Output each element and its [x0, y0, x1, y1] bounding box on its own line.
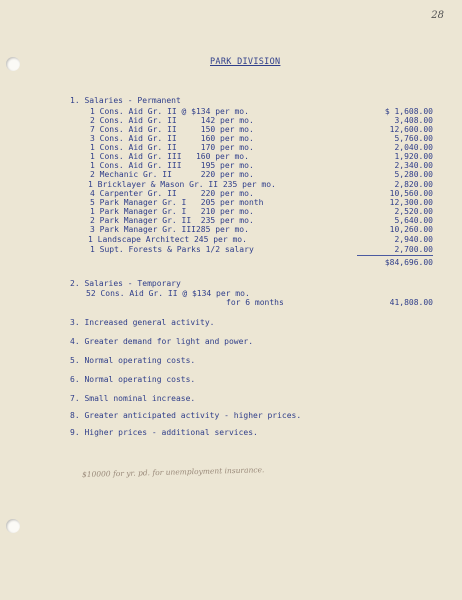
list-item: 7. Small nominal increase. [70, 394, 196, 403]
salary-row-text: 2 Park Manager Gr. II 235 per mo. [90, 216, 254, 225]
salary-row-amount: 3,408.00 [394, 116, 433, 125]
salary-row-amount: $ 1,608.00 [384, 107, 433, 116]
salary-row-text: 2 Mechanic Gr. II 220 per mo. [90, 170, 254, 179]
salary-row-amount: 2,940.00 [394, 235, 433, 244]
salary-row-text: 7 Cons. Aid Gr. II 150 per mo. [90, 125, 254, 134]
salary-row-text: 1 Park Manager Gr. I 210 per mo. [90, 207, 254, 216]
salary-row-text: 1 Cons. Aid Gr. III 195 per mo. [90, 161, 254, 170]
salary-row-amount: 2,820.00 [394, 180, 433, 189]
salary-row-amount: 2,340.00 [394, 161, 433, 170]
page-number: 28 [431, 10, 444, 21]
total-rule [357, 255, 433, 256]
binder-hole-top [6, 57, 20, 71]
salary-row-amount: 2,700.00 [394, 245, 433, 254]
salary-row-text: 5 Park Manager Gr. I 205 per month [90, 198, 264, 207]
salary-row-amount: 12,300.00 [389, 198, 433, 207]
salary-row-amount: 12,600.00 [389, 125, 433, 134]
salary-row-text: 1 Cons. Aid Gr. II @ $134 per mo. [90, 107, 249, 116]
salary-row-text: 4 Carpenter Gr. II 220 per mo. [90, 189, 254, 198]
salary-row-amount: 5,280.00 [394, 170, 433, 179]
salary-row-amount: 5,760.00 [394, 134, 433, 143]
salary-row-text: 3 Park Manager Gr. III285 per mo. [90, 225, 249, 234]
list-item: 4. Greater demand for light and power. [70, 337, 254, 346]
list-item: 6. Normal operating costs. [70, 375, 196, 384]
salary-row-text: 1 Cons. Aid Gr. III 160 per mo. [90, 152, 249, 161]
salary-row-amount: 1,920.00 [394, 152, 433, 161]
salary-row-amount: 5,640.00 [394, 216, 433, 225]
list-item: 3. Increased general activity. [70, 318, 215, 327]
salary-row-amount: 10,260.00 [389, 225, 433, 234]
page-title: PARK DIVISION [210, 57, 281, 67]
section2-amount: 41,808.00 [389, 298, 433, 307]
list-item: 5. Normal operating costs. [70, 356, 196, 365]
section2-line2: for 6 months [226, 298, 284, 307]
salary-row-text: 2 Cons. Aid Gr. II 142 per mo. [90, 116, 254, 125]
list-item: 8. Greater anticipated activity - higher prices. [70, 411, 302, 420]
salary-row-amount: 2,040.00 [394, 143, 433, 152]
list-item: 9. Higher prices - additional services. [70, 428, 258, 437]
section2-heading: 2. Salaries - Temporary [70, 279, 181, 288]
section2-line1: 52 Cons. Aid Gr. II @ $134 per mo. [86, 289, 250, 298]
salary-row-text: 1 Supt. Forests & Parks 1/2 salary [90, 245, 254, 254]
salary-row-text: 1 Landscape Architect 245 per mo. [88, 235, 247, 244]
binder-hole-bottom [6, 519, 20, 533]
salary-row-amount: 2,520.00 [394, 207, 433, 216]
section1-total: $84,696.00 [384, 258, 433, 267]
salary-row-text: 1 Bricklayer & Mason Gr. II 235 per mo. [88, 180, 276, 189]
salary-row-text: 3 Cons. Aid Gr. II 160 per mo. [90, 134, 254, 143]
salary-row-amount: 10,560.00 [389, 189, 433, 198]
section1-heading: 1. Salaries - Permanent [70, 96, 181, 105]
salary-row-text: 1 Cons. Aid Gr. II 170 per mo. [90, 143, 254, 152]
handwritten-note: $10000 for yr. pd. for unemployment insurance. [81, 465, 265, 479]
